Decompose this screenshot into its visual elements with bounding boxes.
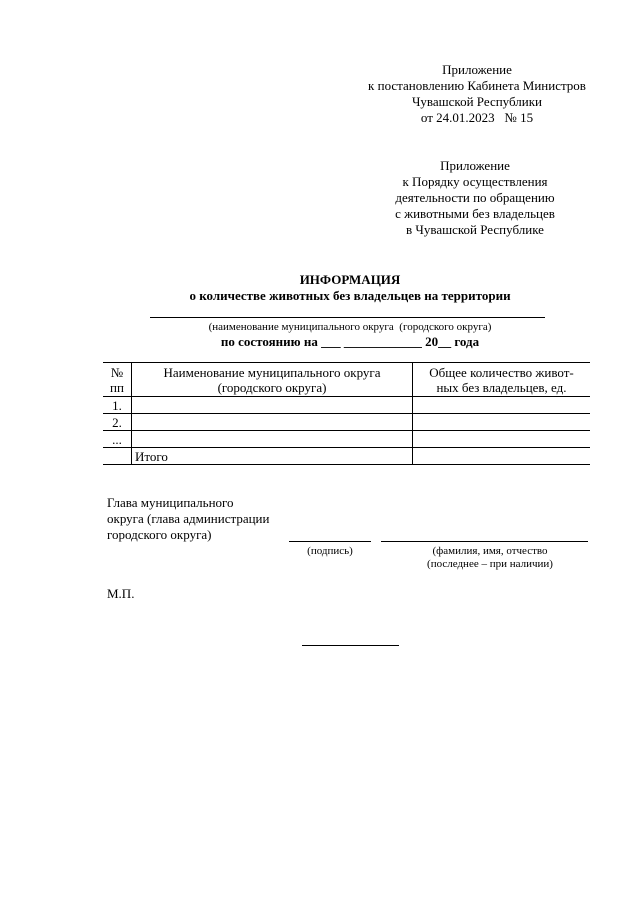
appendix-order-line: деятельности по обращению [395, 190, 555, 205]
appendix-main-line: Чувашской Республики [411, 94, 543, 109]
row-count-cell[interactable] [413, 431, 591, 448]
row-number: ... [103, 431, 132, 448]
row-count-cell[interactable] [413, 414, 591, 431]
appendix-order-block [360, 158, 590, 238]
header-municipality-line: (городского округа) [217, 380, 327, 395]
header-municipality-line: Наименование муниципального округа [163, 365, 381, 380]
appendix-main-block [352, 62, 602, 126]
header-number-line: пп [110, 380, 124, 395]
row-number [103, 448, 132, 465]
full-name-caption-line: (фамилия, имя, отчество [432, 545, 548, 557]
table-row [103, 414, 590, 431]
document-title: ИНФОРМАЦИЯ [299, 272, 401, 287]
row-number: 2. [103, 414, 132, 431]
full-name-line[interactable] [381, 541, 588, 542]
table-header-row [103, 363, 590, 397]
appendix-main-line: от 24.01.2023 № 15 [420, 110, 534, 125]
header-number [103, 363, 132, 397]
appendix-order-line: в Чувашской Республике [406, 222, 544, 237]
appendix-order-line: с животными без владельцев [395, 206, 555, 221]
document-subtitle: о количестве животных без владельцев на территории [189, 288, 511, 303]
appendix-main-line: Приложение [442, 62, 512, 77]
stamp-place-label: М.П. [107, 586, 135, 601]
full-name-caption-line: (последнее – при наличии) [427, 558, 553, 570]
total-label: Итого [132, 448, 413, 465]
signature-caption: (подпись) [307, 545, 353, 557]
municipality-name-caption: (наименование муниципального округа (городского округа) [208, 321, 492, 333]
row-municipality-cell[interactable] [132, 431, 413, 448]
full-name-caption [405, 545, 575, 571]
row-municipality-cell[interactable] [132, 414, 413, 431]
table-row [103, 431, 590, 448]
closing-rule [302, 645, 399, 646]
row-count-cell[interactable] [413, 397, 591, 414]
animals-table [103, 362, 590, 465]
header-count-line: Общее количество живот- [429, 365, 574, 380]
header-municipality [132, 363, 413, 397]
signatory-label-line: Глава муниципального [107, 495, 234, 510]
signatory-label-line: городского округа) [107, 527, 212, 542]
signatory-label-line: округа (глава администрации [107, 511, 270, 526]
table-row [103, 397, 590, 414]
row-municipality-cell[interactable] [132, 397, 413, 414]
header-count [413, 363, 591, 397]
date-line: по состоянию на ___ ____________ 20__ года [220, 334, 480, 349]
table-total-row [103, 448, 590, 465]
appendix-order-line: Приложение [440, 158, 510, 173]
appendix-main-line: к постановлению Кабинета Министров [368, 78, 586, 93]
signature-line[interactable] [289, 541, 371, 542]
header-number-line: № [110, 365, 124, 380]
document-heading [150, 272, 550, 304]
signatory-label [107, 495, 307, 543]
row-number: 1. [103, 397, 132, 414]
appendix-order-line: к Порядку осуществления [402, 174, 548, 189]
total-count-cell[interactable] [413, 448, 591, 465]
municipality-name-rule [150, 317, 545, 318]
header-count-line: ных без владельцев, ед. [436, 380, 567, 395]
